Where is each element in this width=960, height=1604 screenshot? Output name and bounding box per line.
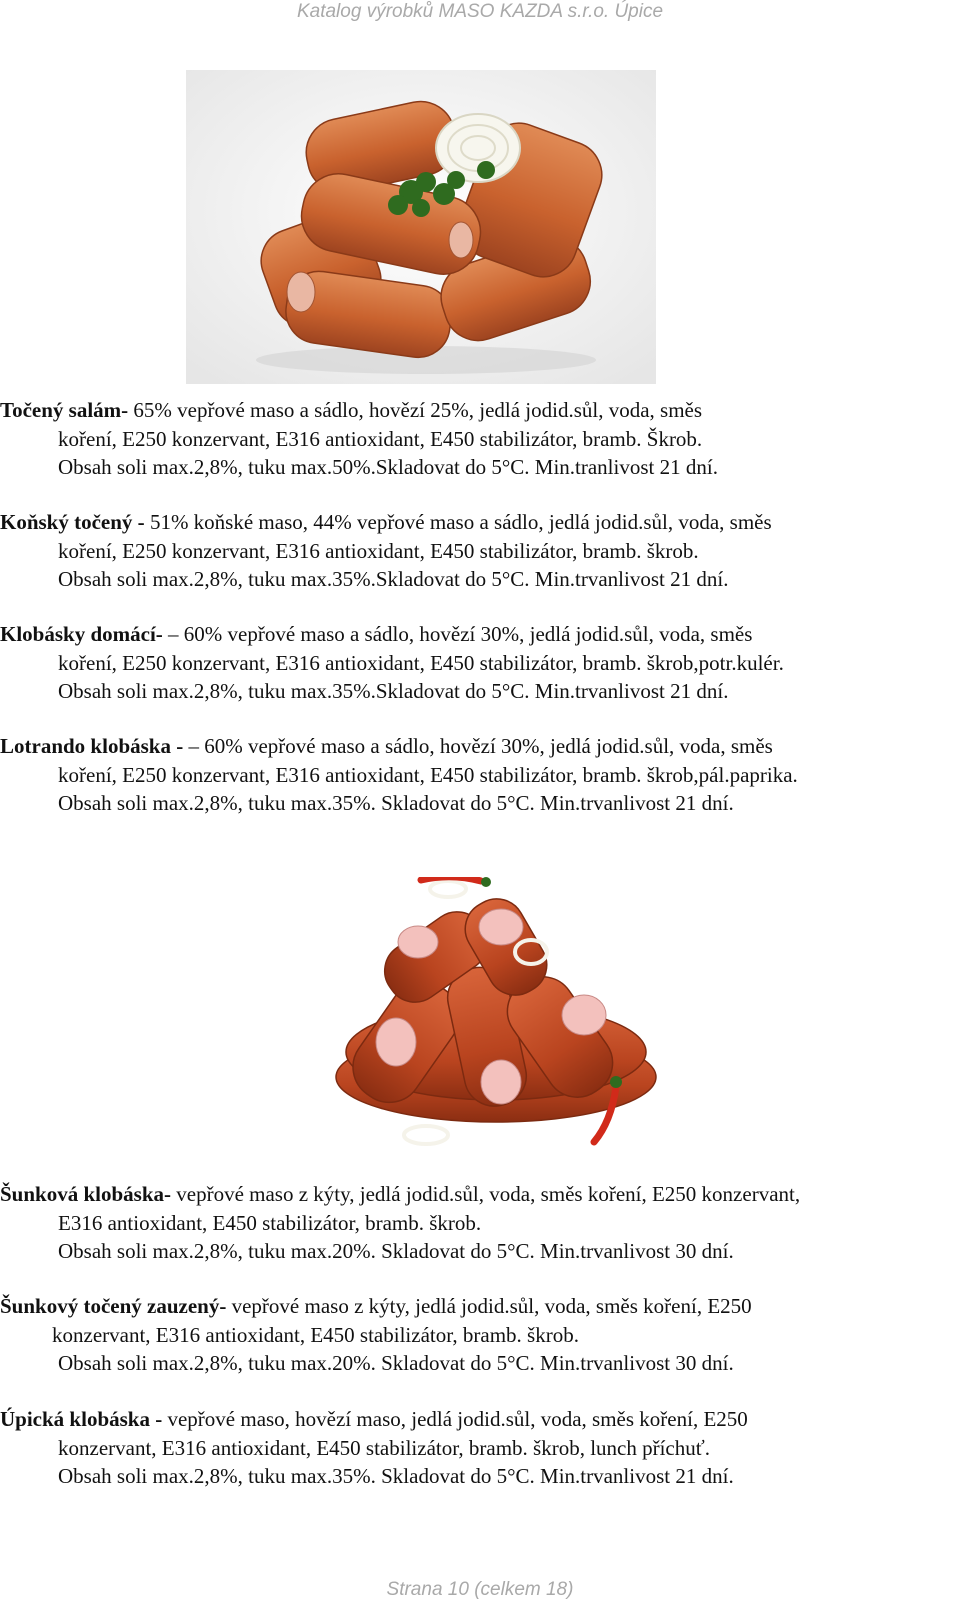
product-entry xyxy=(0,396,960,482)
smoked-sausages-photo xyxy=(326,877,666,1155)
product-name: Lotrando klobáska - xyxy=(0,734,184,758)
product-entry xyxy=(0,1405,960,1491)
product-ingredients-cont: koření, E250 konzervant, E316 antioxidant, E450 stabilizátor, bramb. škrob,potr.kulér. xyxy=(58,650,784,675)
product-name: Šunková klobáska- xyxy=(0,1182,172,1206)
product-ingredients-cont: koření, E250 konzervant, E316 antioxidant, E450 stabilizátor, bramb. škrob,pál.paprika. xyxy=(58,762,798,787)
product-name: Točený salám- xyxy=(0,398,129,422)
product-ingredients-cont: E316 antioxidant, E450 stabilizátor, bramb. škrob. xyxy=(58,1210,482,1235)
product-storage: Obsah soli max.2,8%, tuku max.35%.Skladovat do 5°C. Min.trvanlivost 21 dní. xyxy=(58,567,729,591)
product-entry xyxy=(0,1180,960,1266)
product-entry xyxy=(0,508,960,594)
product-ingredients: vepřové maso z kýty, jedlá jodid.sůl, voda, směs koření, E250 konzervant, xyxy=(171,1182,801,1206)
product-storage: Obsah soli max.2,8%, tuku max.35%.Skladovat do 5°C. Min.trvanlivost 21 dní. xyxy=(58,679,729,703)
product-ingredients-cont: konzervant, E316 antioxidant, E450 stabilizátor, bramb. škrob, lunch příchuť. xyxy=(58,1435,710,1460)
product-ingredients-cont: konzervant, E316 antioxidant, E450 stabilizátor, bramb. škrob. xyxy=(52,1322,579,1347)
product-storage: Obsah soli max.2,8%, tuku max.20%. Skladovat do 5°C. Min.trvanlivost 30 dní. xyxy=(58,1239,734,1263)
product-ingredients: 65% vepřové maso a sádlo, hovězí 25%, jedlá jodid.sůl, voda, směs xyxy=(128,398,703,422)
product-name: Koňský točený - xyxy=(0,510,145,534)
product-entry xyxy=(0,732,960,818)
product-name: Úpická klobáska - xyxy=(0,1407,163,1431)
product-ingredients: – 60% vepřové maso a sádlo, hovězí 30%, jedlá jodid.sůl, voda, směs xyxy=(183,734,773,758)
page-footer: Strana 10 (celkem 18) xyxy=(386,1579,574,1600)
product-ingredients-cont: koření, E250 konzervant, E316 antioxidant, E450 stabilizátor, bramb. škrob. xyxy=(58,538,699,563)
product-entry xyxy=(0,620,960,706)
product-name: Klobásky domácí- xyxy=(0,622,163,646)
product-ingredients: vepřové maso, hovězí maso, jedlá jodid.sůl, voda, směs koření, E250 xyxy=(162,1407,748,1431)
product-storage: Obsah soli max.2,8%, tuku max.35%. Skladovat do 5°C. Min.trvanlivost 21 dní. xyxy=(58,1464,734,1488)
product-name: Šunkový točený zauzený- xyxy=(0,1294,227,1318)
page-header: Katalog výrobků MASO KAZDA s.r.o. Úpice xyxy=(296,1,664,22)
product-storage: Obsah soli max.2,8%, tuku max.20%. Skladovat do 5°C. Min.trvanlivost 30 dní. xyxy=(58,1351,734,1375)
product-entry xyxy=(0,1292,960,1378)
product-storage: Obsah soli max.2,8%, tuku max.35%. Skladovat do 5°C. Min.trvanlivost 21 dní. xyxy=(58,791,734,815)
sausage-ring-photo xyxy=(186,70,656,384)
product-ingredients-cont: koření, E250 konzervant, E316 antioxidant, E450 stabilizátor, bramb. Škrob. xyxy=(58,426,703,451)
product-ingredients: – 60% vepřové maso a sádlo, hovězí 30%, jedlá jodid.sůl, voda, směs xyxy=(162,622,753,646)
product-ingredients: 51% koňské maso, 44% vepřové maso a sádlo, jedlá jodid.sůl, voda, směs xyxy=(144,510,772,534)
product-ingredients: vepřové maso z kýty, jedlá jodid.sůl, voda, směs koření, E250 xyxy=(226,1294,752,1318)
product-storage: Obsah soli max.2,8%, tuku max.50%.Skladovat do 5°C. Min.tranlivost 21 dní. xyxy=(58,455,718,479)
